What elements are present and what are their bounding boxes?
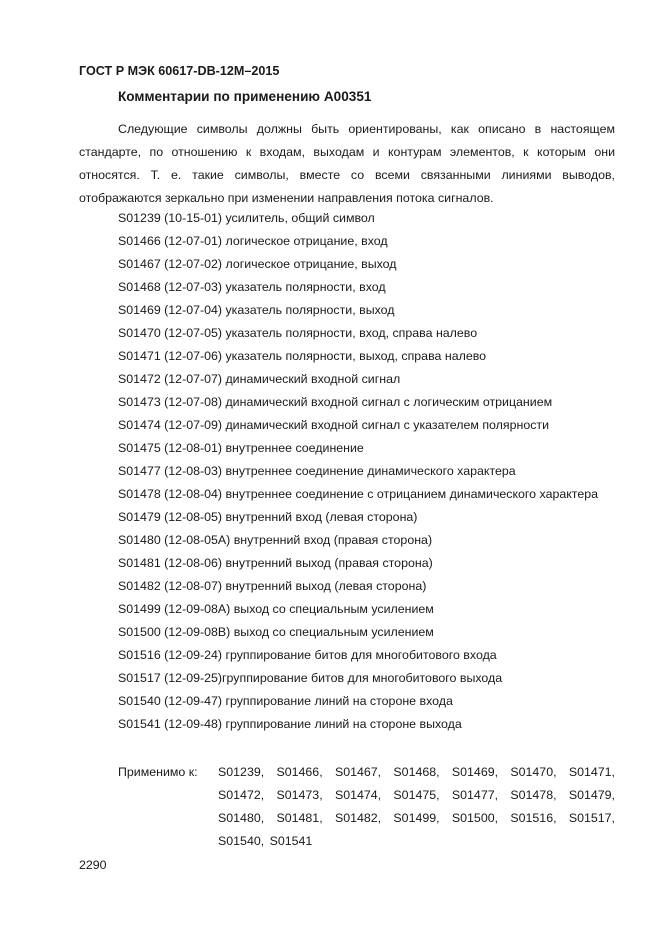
list-item: S01474 (12-07-09) динамический входной сигнал с указателем полярности <box>118 418 550 432</box>
list-item: S01482 (12-08-07) внутренний выход (левая сторона) <box>118 579 427 593</box>
list-item: S01472 (12-07-07) динамический входной сигнал <box>118 372 401 386</box>
list-item: S01479 (12-08-05) внутренний вход (левая сторона) <box>118 510 418 524</box>
list-item: S01540 (12-09-47) группирование линий на стороне входа <box>118 694 453 708</box>
standard-header: ГОСТ Р МЭК 60617-DB-12M–2015 <box>79 64 280 78</box>
list-item: S01473 (12-07-08) динамический входной сигнал с логическим отрицанием <box>118 395 553 409</box>
list-item: S01499 (12-09-08A) выход со специальным усилением <box>118 602 434 616</box>
section-title: Комментарии по применению A00351 <box>118 89 372 104</box>
list-item: S01517 (12-09-25)группирование битов для многобитового выхода <box>118 671 503 685</box>
list-item: S01467 (12-07-02) логическое отрицание, выход <box>118 257 397 271</box>
intro-paragraph: Следующие символы должны быть ориентированы, как описано в настоящем стандарте, по отношению к входам, выходам и контурам элементов, к которым они относятся. Т. е. такие символы, вместе со всеми связанными линиями выводов, отображаются зеркально при изменении направления потока сигналов. <box>79 122 615 205</box>
list-item: S01471 (12-07-06) указатель полярности, выход, справа налево <box>118 349 487 363</box>
list-item: S01541 (12-09-48) группирование линий на стороне выхода <box>118 717 462 731</box>
list-item: S01468 (12-07-03) указатель полярности, вход <box>118 280 386 294</box>
list-item: S01466 (12-07-01) логическое отрицание, вход <box>118 234 388 248</box>
list-item: S01480 (12-08-05A) внутренний вход (правая сторона) <box>118 533 433 547</box>
list-item: S01477 (12-08-03) внутреннее соединение динамического характера <box>118 464 516 478</box>
list-item: S01478 (12-08-04) внутреннее соединение с отрицанием динамического характера <box>118 487 599 501</box>
applicable-label: Применимо к: <box>118 765 198 779</box>
applicable-codes: S01239, S01466, S01467, S01468, S01469, S01470, S01471, S01472, S01473, S01474, S01475, S01477, S01478, S01479, S01480, S01481, S01482, S01499, S01500, S01516, S01517, S01540, S01541 <box>218 765 615 848</box>
list-item: S01500 (12-09-08B) выход со специальным усилением <box>118 625 434 639</box>
list-item: S01481 (12-08-06) внутренний выход (правая сторона) <box>118 556 433 570</box>
list-item: S01516 (12-09-24) группирование битов для многобитового входа <box>118 648 497 662</box>
list-item: S01470 (12-07-05) указатель полярности, вход, справа налево <box>118 326 478 340</box>
list-item: S01475 (12-08-01) внутреннее соединение <box>118 441 364 455</box>
list-item: S01239 (10-15-01) усилитель, общий символ <box>118 211 375 225</box>
list-item: S01469 (12-07-04) указатель полярности, выход <box>118 303 395 317</box>
symbol-list <box>79 207 615 736</box>
page-number: 2290 <box>79 858 107 872</box>
